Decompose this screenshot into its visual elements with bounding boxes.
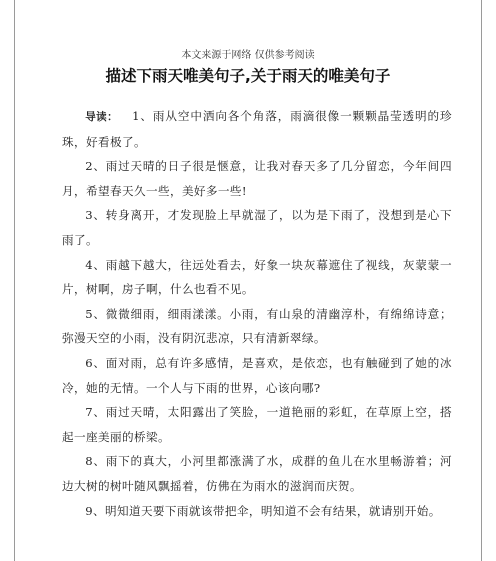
source-note: 本文来源于网络 仅供参考阅读: [181, 50, 315, 61]
paragraph-1: [62, 104, 452, 154]
lead-label: 导读：: [85, 111, 119, 123]
paragraph-7: 7、雨过天晴，太阳露出了笑脸，一道艳丽的彩虹，在草原上空，搭起一座美丽的桥梁。: [62, 405, 452, 444]
article-body: [62, 104, 452, 523]
paragraph-8: 8、雨下的真大，小河里都涨满了水，成群的鱼儿在水里畅游着；河边大树的树叶随风飘摇着，仿佛在为雨水的滋润而庆贺。: [62, 454, 452, 493]
paragraph-6: 6、面对雨，总有许多感情，是喜欢，是依恋，也有触碰到了她的冰冷，她的无情。一个人与下雨的世界，心该向哪?: [62, 355, 452, 395]
paragraph-2: 2、雨过天晴的日子很是惬意，让我对春天多了几分留恋，今年间四月，希望春天久一些，美好多一些!: [62, 159, 452, 198]
paragraph-text: 1、雨从空中洒向各个角落，雨滴很像一颗颗晶莹透明的珍珠，好看极了。: [62, 109, 452, 149]
paragraph-5: 5、微微细雨，细雨漾漾。小雨，有山泉的清幽淳朴，有绵绵诗意；弥漫天空的小雨，没有阴沉悲凉，只有清新翠绿。: [62, 306, 452, 346]
document-title: 描述下雨天唯美句子,关于雨天的唯美句子: [105, 67, 391, 85]
paragraph-4: 4、雨越下越大，往远处看去，好象一块灰幕遮住了视线，灰蒙蒙一片，树啊，房子啊，什么也看不见。: [62, 257, 452, 297]
paragraph-9: 9、明知道天要下雨就该带把伞，明知道不会有结果，就请别开始。: [85, 503, 441, 518]
paragraph-3: 3、转身离开，才发现脸上早就湿了，以为是下雨了，没想到是心下雨了。: [62, 208, 452, 247]
